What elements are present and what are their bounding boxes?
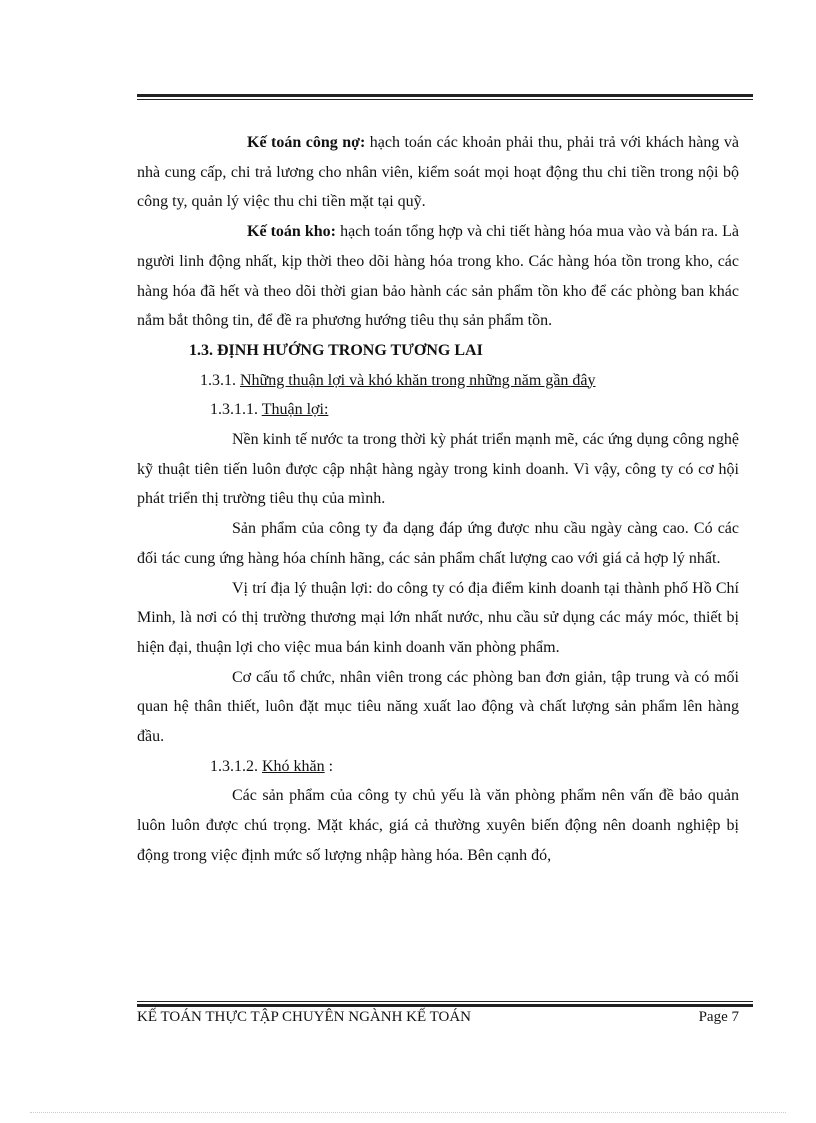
text-ke-toan-cong-no: hạch toán các khoản phải thu, phải trả với khách hàng và nhà cung cấp, chi trả lương cho nhân viên, kiểm soát mọi hoạt động thu chi tiền trong nội bộ công ty, quản lý việc thu chi tiền mặt tại quỹ. <box>137 134 739 211</box>
paragraph-san-pham: Sản phẩm của công ty đa dạng đáp ứng được nhu cầu ngày càng cao. Có các đối tác cung ứng hàng hóa chính hãng, các sản phẩm chất lượng cao với giá cả hợp lý nhất. <box>137 520 739 567</box>
text-ke-toan-kho: hạch toán tổng hợp và chi tiết hàng hóa mua vào và bán ra. Là người linh động nhất, kịp thời theo dõi hàng hóa trong kho. Các hàng hóa tồn trong kho, các hàng hóa đã hết và theo dõi thời gian bảo hành các sản phẩm tồn kho để các phòng ban khác nắm bắt thông tin, để đề ra phương hướng tiêu thụ sản phẩm tồn. <box>137 223 739 330</box>
heading-1-3-1 <box>137 366 739 396</box>
paragraph-kinh-te: Nền kinh tế nước ta trong thời kỳ phát triển mạnh mẽ, các ứng dụng công nghệ kỹ thuật tiên tiến luôn được cập nhật hàng ngày trong kinh doanh. Vì vậy, công ty có cơ hội phát triển thị trường tiêu thụ của mình. <box>137 431 739 508</box>
label-ke-toan-cong-no: Kế toán công nợ: <box>247 134 366 151</box>
footer-rule-thin <box>137 1001 753 1002</box>
paragraph-ke-toan-kho <box>137 217 739 336</box>
header-rule-thick <box>137 94 753 97</box>
paragraph-kho-khan: Các sản phẩm của công ty chủ yếu là văn phòng phẩm nên vấn đề bảo quản luôn luôn được chú trọng. Mặt khác, giá cả thường xuyên biến động nên doanh nghiệp bị động trong việc định mức số lượng nhập hàng hóa. Bên cạnh đó, <box>137 787 739 864</box>
heading-1-3: 1.3. ĐỊNH HƯỚNG TRONG TƯƠNG LAI <box>189 341 483 359</box>
heading-1-3-1-2-number: 1.3.1.2. <box>210 757 262 775</box>
paragraph-co-cau: Cơ cấu tổ chức, nhân viên trong các phòng ban đơn giản, tập trung và có mối quan hệ thân thiết, luôn đặt mục tiêu năng xuất lao động và chất lượng sản phẩm lên hàng đầu. <box>137 668 739 746</box>
heading-1-3-1-title: Những thuận lợi và khó khăn trong những năm gần đây <box>240 371 596 389</box>
page-footer <box>137 1007 739 1027</box>
page-body <box>137 128 739 871</box>
page-edge-dotted <box>30 1112 786 1113</box>
heading-1-3-1-number: 1.3.1. <box>200 371 240 389</box>
heading-1-3-1-1 <box>137 395 739 425</box>
paragraph-vi-tri: Vị trí địa lý thuận lợi: do công ty có địa điểm kinh doanh tại thành phố Hồ Chí Minh, là nơi có thị trường thương mại lớn nhất nước, nhu cầu sử dụng các máy móc, thiết bị hiện đại, thuận lợi cho việc mua bán kinh doanh văn phòng phẩm. <box>137 579 739 656</box>
footer-title: KẾ TOÁN THỰC TẬP CHUYÊN NGÀNH KẾ TOÁN <box>137 1009 472 1025</box>
heading-1-3-1-1-title: Thuận lợi: <box>261 401 329 419</box>
page-number: Page 7 <box>698 1009 739 1025</box>
label-ke-toan-kho: Kế toán kho: <box>247 223 337 241</box>
heading-1-3-1-1-number: 1.3.1.1. <box>210 401 262 419</box>
header-rule-thin <box>137 99 753 100</box>
heading-1-3-1-2-colon: : <box>324 757 334 775</box>
heading-1-3-1-2 <box>137 752 739 782</box>
heading-1-3-1-2-title: Khó khăn <box>262 757 325 775</box>
paragraph-ke-toan-cong-no <box>137 128 739 217</box>
